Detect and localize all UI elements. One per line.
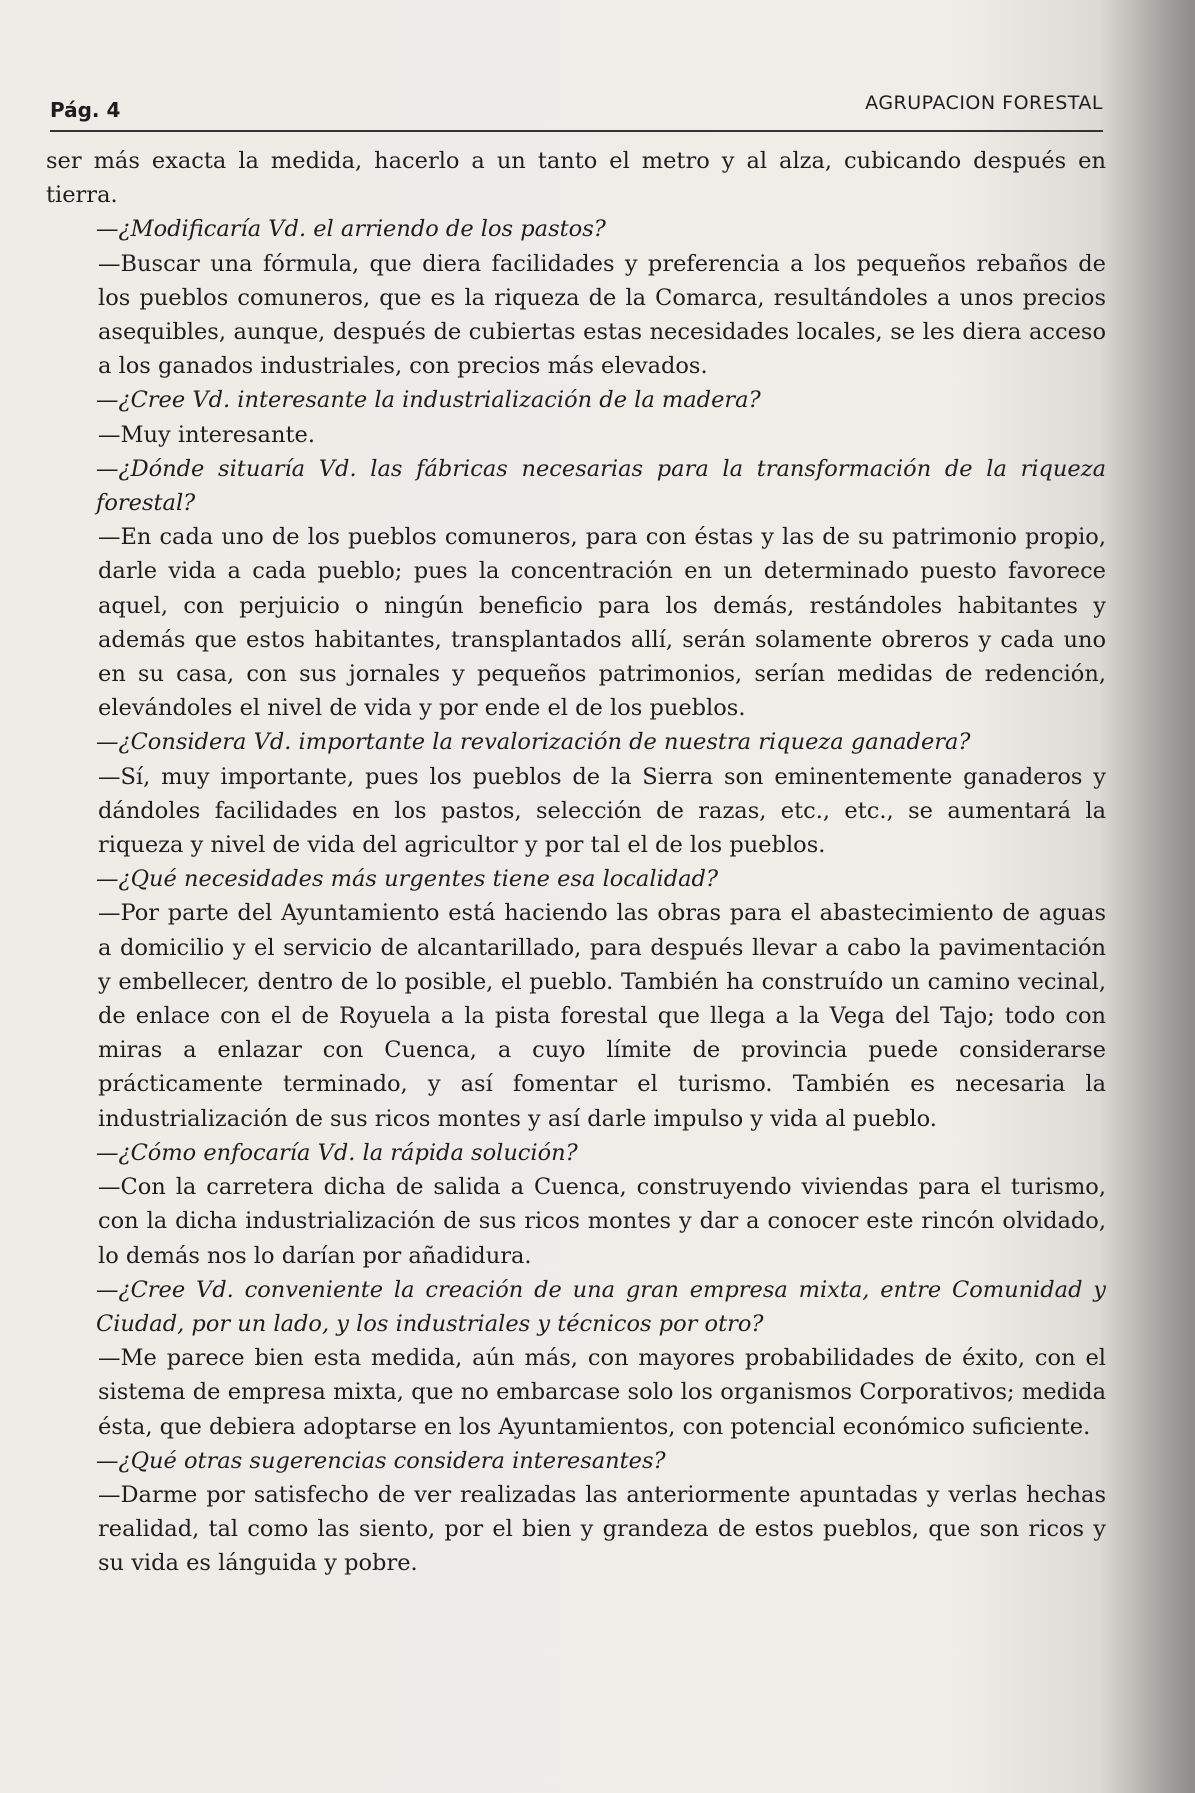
- page-header: [50, 92, 1103, 132]
- page-number: Pág. 4: [50, 98, 121, 122]
- question: —¿Modificaría Vd. el arriendo de los pastos?: [96, 216, 606, 243]
- question: —¿Qué otras sugerencias considera interesantes?: [96, 1447, 666, 1474]
- paragraph-continuation: ser más exacta la medida, hacerlo a un tanto el metro y al alza, cubicando después en tierra.: [46, 148, 1106, 209]
- answer: —Con la carretera dicha de salida a Cuenca, construyendo viviendas para el turismo, con la dicha industrialización de sus ricos montes y dar a conocer este rincón olvidado, lo demás nos lo darían por añadidura.: [98, 1174, 1106, 1269]
- journal-title: AGRUPACION FORESTAL: [865, 92, 1103, 114]
- answer: —En cada uno de los pueblos comuneros, para con éstas y las de su patrimonio propio, darle vida a cada pueblo; pues la concentración en un determinado puesto favorece aquel, con perjuicio o ningún beneficio para los demás, restándoles habitantes y además que estos habitantes, transplantados allí, serán solamente obreros y cada uno en su casa, con sus jornales y pequeños patrimonios, serían medidas de redención, elevándoles el nivel de vida y por ende el de los pueblos.: [98, 524, 1106, 722]
- article-body: [46, 144, 1106, 1581]
- answer: —Me parece bien esta medida, aún más, con mayores probabilidades de éxito, con el sistema de empresa mixta, que no embarcase solo los organismos Corporativos; medida ésta, que debiera adoptarse en los Ayuntamientos, con potencial económico suficiente.: [98, 1345, 1106, 1440]
- question: —¿Cómo enfocaría Vd. la rápida solución?: [96, 1139, 578, 1166]
- answer: —Muy interesante.: [98, 421, 315, 448]
- answer: —Sí, muy importante, pues los pueblos de la Sierra son eminentemente ganaderos y dándoles facilidades en los pastos, selección de razas, etc., etc., se aumentará la riqueza y nivel de vida del agricultor y por tal el de los pueblos.: [98, 763, 1106, 859]
- question: —¿Qué necesidades más urgentes tiene esa localidad?: [96, 866, 719, 893]
- answer: —Buscar una fórmula, que diera facilidades y preferencia a los pequeños rebaños de los pueblos comuneros, que es la riqueza de la Comarca, resultándoles a unos precios asequibles, aunque, después de cubiertas estas necesidades locales, se les diera acceso a los ganados industriales, con precios más elevados.: [98, 250, 1106, 380]
- header-rule: [50, 130, 1103, 132]
- answer: —Darme por satisfecho de ver realizadas las anteriormente apuntadas y verlas hechas realidad, tal como las siento, por el bien y grandeza de estos pueblos, que son ricos y su vida es lánguida y pobre.: [98, 1481, 1106, 1577]
- question: —¿Cree Vd. conveniente la creación de una gran empresa mixta, entre Comunidad y Ciudad, por un lado, y los industriales y técnicos por otro?: [96, 1276, 1106, 1337]
- question: —¿Dónde situaría Vd. las fábricas necesarias para la transformación de la riqueza forestal?: [96, 455, 1106, 517]
- question: —¿Cree Vd. interesante la industrialización de la madera?: [96, 387, 761, 414]
- answer: —Por parte del Ayuntamiento está haciendo las obras para el abastecimiento de aguas a domicilio y el servicio de alcantarillado, para después llevar a cabo la pavimentación y embellecer, dentro de lo posible, el pueblo. También ha construído un camino vecinal, de enlace con el de Royuela a la pista forestal que llega a la Vega del Tajo; todo con miras a enlazar con Cuenca, a cuyo límite de provincia puede considerarse prácticamente terminado, y así fomentar el turismo. También es necesaria la industrialización de sus ricos montes y así darle impulso y vida al pueblo.: [98, 900, 1106, 1132]
- question: —¿Considera Vd. importante la revalorización de nuestra riqueza ganadera?: [96, 729, 971, 756]
